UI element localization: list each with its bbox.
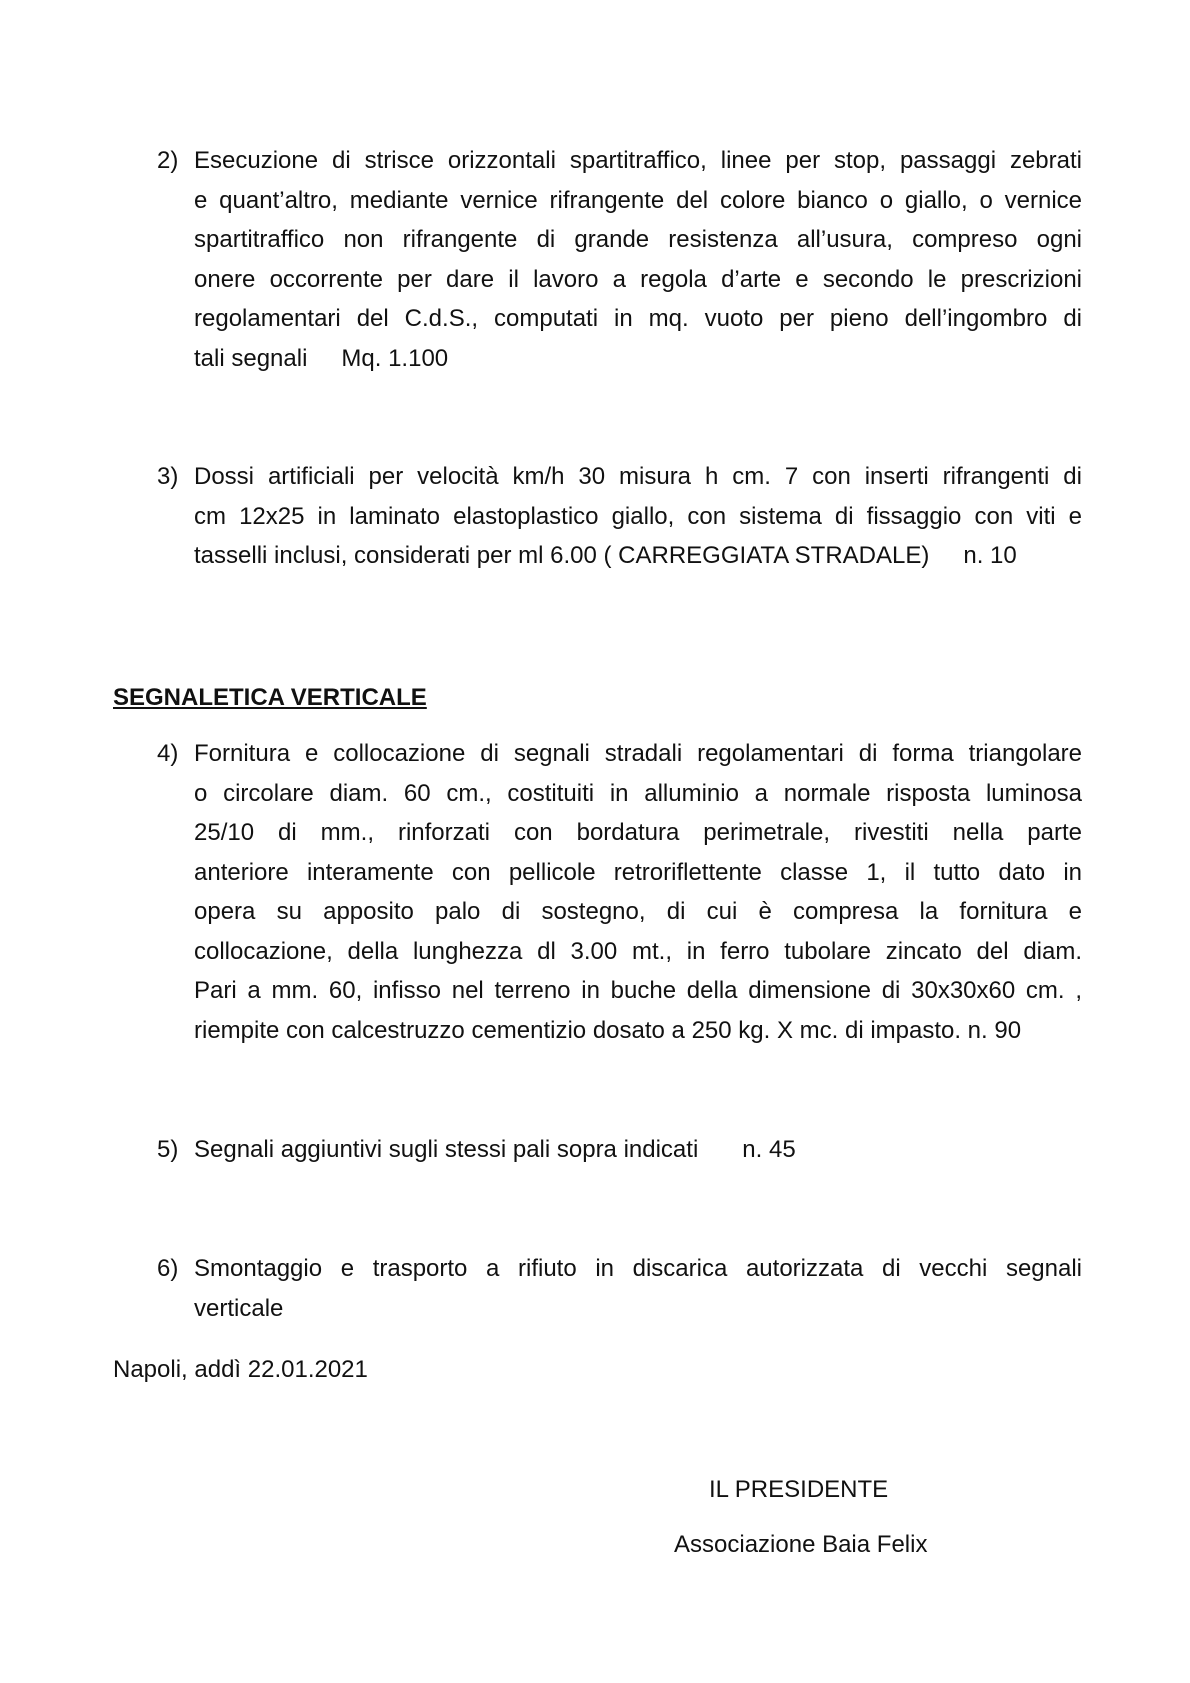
text-line [194, 339, 1082, 379]
item-number: 2) [157, 147, 179, 174]
item-number: 5) [157, 1136, 179, 1163]
signature-title: IL PRESIDENTE [709, 1476, 889, 1503]
text-segment: Segnali aggiuntivi sugli stessi pali sopra indicati [194, 1136, 699, 1163]
list-item-4 [157, 734, 1082, 1050]
item-quantity: Mq. 1.100 [341, 344, 449, 372]
text-line: opera su apposito palo di sostegno, di cui è compresa la fornitura e [194, 898, 1082, 925]
item-text [194, 734, 1082, 1050]
text-line: regolamentari del C.d.S., computati in mq. vuoto per pieno dell’ingombro di [194, 305, 1082, 332]
text-line: collocazione, della lunghezza dl 3.00 mt., in ferro tubolare zincato del diam. [194, 937, 1082, 965]
text-line [194, 1130, 1082, 1170]
list-item-6 [157, 1249, 1082, 1328]
text-line: anteriore interamente con pellicole retroriflettente classe 1, il tutto dato in [194, 858, 1082, 886]
text-line [194, 536, 1082, 576]
list-item-2 [157, 141, 1082, 378]
item-text [194, 1130, 1082, 1170]
text-line: Fornitura e collocazione di segnali stradali regolamentari di forma triangolare [194, 740, 1082, 767]
item-quantity: n. 45 [742, 1136, 796, 1163]
item-number: 3) [157, 463, 179, 490]
text-line: Dossi artificiali per velocità km/h 30 misura h cm. 7 con inserti rifrangenti di [194, 463, 1082, 490]
item-number: 4) [157, 740, 179, 767]
section-heading: SEGNALETICA VERTICALE [113, 684, 427, 711]
item-quantity: n. 10 [963, 542, 1017, 569]
item-text [194, 1249, 1082, 1328]
text-segment: tasselli inclusi, considerati per ml 6.00 ( CARREGGIATA STRADALE) [194, 542, 930, 569]
item-text [194, 457, 1082, 576]
text-line: Pari a mm. 60, infisso nel terreno in buche della dimensione di 30x30x60 cm. , [194, 977, 1082, 1004]
text-line: cm 12x25 in laminato elastoplastico giallo, con sistema di fissaggio con viti e [194, 502, 1082, 530]
text-line: Esecuzione di strisce orizzontali spartitraffico, linee per stop, passaggi zebrati [194, 147, 1082, 174]
list-item-3 [157, 457, 1082, 576]
item-text [194, 141, 1082, 378]
text-line: e quant’altro, mediante vernice rifrangente del colore bianco o giallo, o vernice [194, 186, 1082, 214]
text-line: onere occorrente per dare il lavoro a regola d’arte e secondo le prescrizioni [194, 265, 1082, 293]
text-line: o circolare diam. 60 cm., costituiti in alluminio a normale risposta luminosa [194, 779, 1082, 807]
place-date: Napoli, addì 22.01.2021 [113, 1356, 368, 1383]
signature-organization: Associazione Baia Felix [674, 1531, 928, 1558]
text-line: verticale [194, 1294, 284, 1322]
text-segment: tali segnali [194, 344, 308, 372]
text-line: riempite con calcestruzzo cementizio dosato a 250 kg. X mc. di impasto. n. 90 [194, 1016, 1022, 1044]
item-number: 6) [157, 1255, 179, 1282]
list-item-5 [157, 1130, 1082, 1170]
text-line: 25/10 di mm., rinforzati con bordatura perimetrale, rivestiti nella parte [194, 819, 1082, 846]
text-line: spartitraffico non rifrangente di grande resistenza all’usura, compreso ogni [194, 226, 1082, 253]
text-line: Smontaggio e trasporto a rifiuto in discarica autorizzata di vecchi segnali [194, 1255, 1082, 1282]
